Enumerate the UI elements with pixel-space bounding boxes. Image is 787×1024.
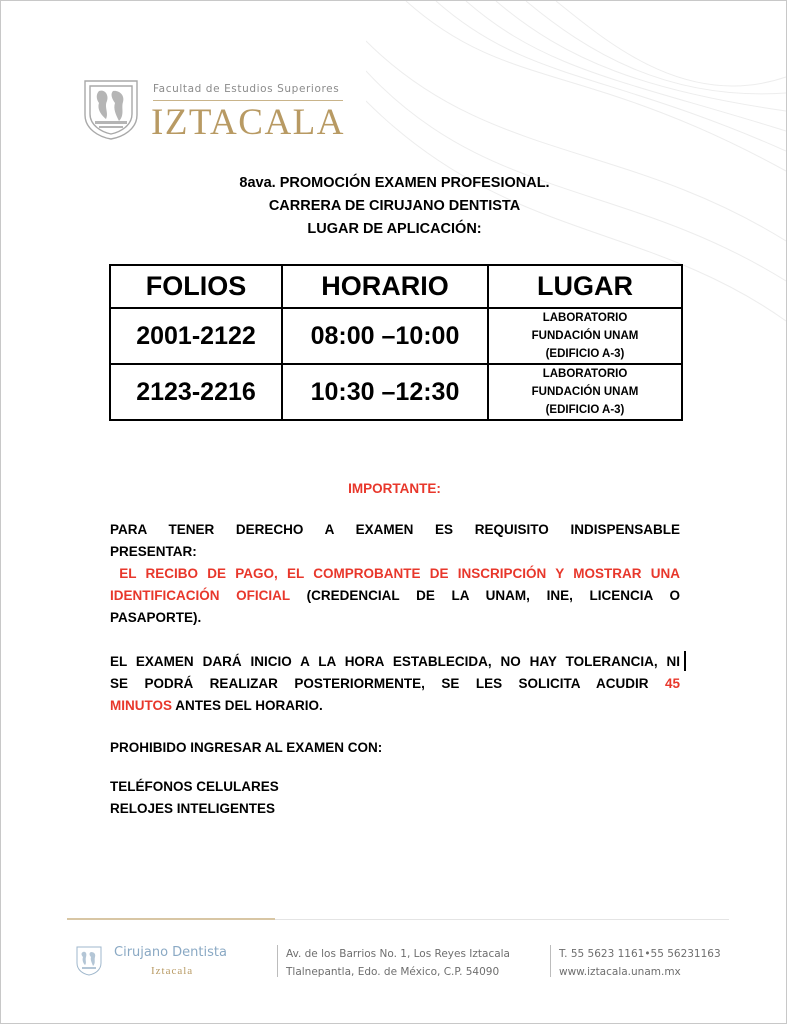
minutes-highlight: 45	[664, 676, 680, 691]
requirements-line: PASAPORTE).	[110, 610, 202, 625]
requirements-highlight: EL RECIBO DE PAGO, EL COMPROBANTE DE INSCRIPCIÓN Y MOSTRAR UNA	[110, 566, 680, 581]
horario-cell: 08:00 –10:00	[282, 308, 488, 364]
prohibited-list	[110, 776, 680, 820]
requirements-line: PARA TENER DERECHO A EXAMEN ES REQUISITO INDISPENSABLE	[110, 522, 680, 537]
address-line: Av. de los Barrios No. 1, Los Reyes Iztacala	[286, 948, 510, 960]
table-header-row	[110, 265, 682, 308]
logo-title: IZTACALA	[151, 102, 346, 143]
horario-cell: 10:30 –12:30	[282, 364, 488, 420]
minutes-highlight: MINUTOS	[110, 698, 173, 713]
column-header-lugar: LUGAR	[488, 265, 682, 308]
table-row	[110, 308, 682, 364]
list-item: TELÉFONOS CELULARES	[110, 779, 279, 794]
footer-brand-sub: Iztacala	[151, 965, 194, 977]
lugar-line: LABORATORIO	[542, 312, 628, 324]
lugar-line: FUNDACIÓN UNAM	[531, 386, 639, 398]
lugar-cell	[488, 364, 682, 420]
footer-address	[286, 945, 510, 981]
official-id-highlight: IDENTIFICACIÓN OFICIAL	[110, 588, 290, 603]
important-heading: IMPORTANTE:	[348, 481, 441, 496]
logo-subtitle: Facultad de Estudios Superiores	[153, 83, 340, 95]
unam-seal-icon	[75, 945, 103, 977]
phone-numbers: T. 55 5623 1161•55 56231163	[559, 948, 721, 960]
text-cursor	[684, 651, 686, 671]
title-career: CARRERA DE CIRUJANO DENTISTA	[268, 198, 521, 214]
lugar-line: FUNDACIÓN UNAM	[531, 330, 639, 342]
footer-separator	[277, 945, 278, 977]
footer-separator	[550, 945, 551, 977]
title-promotion: 8ava. PROMOCIÓN EXAMEN PROFESIONAL.	[239, 175, 550, 191]
lugar-line: (EDIFICIO A-3)	[545, 404, 625, 416]
fes-iztacala-logo	[79, 75, 349, 145]
footer-brand: Cirujano Dentista	[114, 945, 227, 960]
footer-contact	[559, 945, 721, 981]
folios-cell: 2001-2122	[110, 308, 282, 364]
address-line: Tlalnepantla, Edo. de México, C.P. 54090	[286, 966, 500, 978]
notice-text: ANTES DEL HORARIO.	[172, 698, 323, 713]
lugar-cell	[488, 308, 682, 364]
notice-line	[110, 673, 680, 695]
table-row	[110, 364, 682, 420]
prohibited-heading: PROHIBIDO INGRESAR AL EXAMEN CON:	[110, 740, 383, 755]
title-location: LUGAR DE APLICACIÓN:	[307, 221, 482, 237]
list-item: RELOJES INTELIGENTES	[110, 801, 276, 816]
requirements-paragraph	[110, 519, 680, 629]
footer-divider-accent	[67, 918, 275, 920]
notice-text: SE PODRÁ REALIZAR POSTERIORMENTE, SE LES SOLICITA ACUDIR	[110, 676, 665, 691]
lugar-line: LABORATORIO	[542, 368, 628, 380]
column-header-folios: FOLIOS	[110, 265, 282, 308]
unam-seal-icon	[79, 75, 143, 141]
requirements-line: PRESENTAR:	[110, 544, 197, 559]
credential-list: (CREDENCIAL DE LA UNAM, INE, LICENCIA O	[289, 588, 680, 603]
website-link[interactable]: www.iztacala.unam.mx	[559, 966, 681, 978]
requirements-line	[110, 585, 680, 607]
notice-line: EL EXAMEN DARÁ INICIO A LA HORA ESTABLECIDA, NO HAY TOLERANCIA, NI	[110, 654, 680, 669]
schedule-table	[109, 264, 683, 421]
column-header-horario: HORARIO	[282, 265, 488, 308]
lugar-line: (EDIFICIO A-3)	[545, 348, 625, 360]
notice-line	[110, 695, 680, 717]
folios-cell: 2123-2216	[110, 364, 282, 420]
start-notice-paragraph	[110, 651, 680, 717]
document-titles	[1, 172, 787, 241]
